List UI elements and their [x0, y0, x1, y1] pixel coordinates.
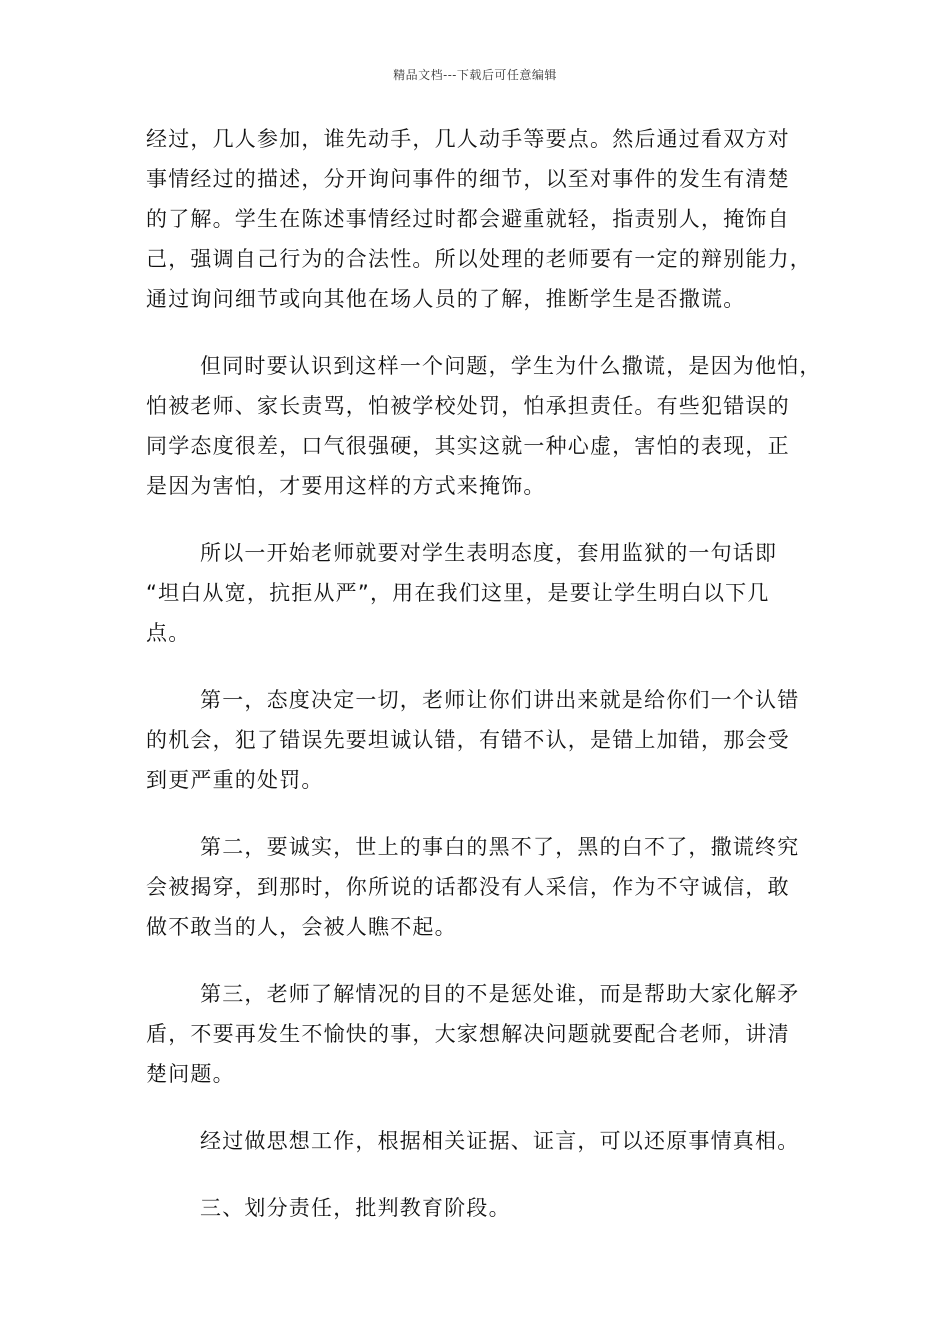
text-line: “坦白从宽，抗拒从严”，用在我们这里，是要让学生明白以下几	[146, 581, 770, 605]
text-line: 经过，几人参加，谁先动手，几人动手等要点。然后通过看双方对	[146, 127, 790, 151]
paragraph-spacer	[146, 319, 818, 346]
text-line: 盾，不要再发生不愉快的事，大家想解决问题就要配合老师，讲清	[146, 1022, 790, 1046]
text-line: 到更严重的处罚。	[146, 768, 324, 792]
paragraph	[146, 119, 818, 319]
document-body	[146, 119, 822, 1228]
text-line: 第二，要诚实，世上的事白的黑不了，黑的白不了，撒谎终究	[200, 835, 800, 859]
paragraph-spacer	[146, 800, 818, 827]
paragraph	[146, 1121, 818, 1161]
paragraph	[146, 974, 818, 1094]
paragraph	[146, 533, 818, 653]
text-line: 的机会，犯了错误先要坦诚认错，有错不认，是错上加错，那会受	[146, 728, 790, 752]
text-line: 是因为害怕，才要用这样的方式来掩饰。	[146, 474, 546, 498]
text-line: 己，强调自己行为的合法性。所以处理的老师要有一定的辩别能力，	[146, 247, 812, 271]
page-header: 精品文档---下载后可任意编辑	[393, 68, 557, 82]
text-line: 第三，老师了解情况的目的不是惩处谁，而是帮助大家化解矛	[200, 982, 800, 1006]
paragraph-spacer	[146, 1094, 818, 1121]
text-line: 事情经过的描述，分开询问事件的细节，以至对事件的发生有清楚	[146, 167, 790, 191]
text-line: 三、划分责任，批判教育阶段。	[200, 1196, 511, 1220]
text-line: 但同时要认识到这样一个问题，学生为什么撒谎，是因为他怕，	[200, 354, 822, 378]
paragraph-spacer	[146, 1161, 818, 1188]
paragraph	[146, 346, 822, 506]
text-line: 怕被老师、家长责骂，怕被学校处罚，怕承担责任。有些犯错误的	[146, 394, 790, 418]
text-line: 同学态度很差，口气很强硬，其实这就一种心虚，害怕的表现，正	[146, 434, 790, 458]
text-line: 做不敢当的人，会被人瞧不起。	[146, 915, 457, 939]
text-line: 会被揭穿，到那时，你所说的话都没有人采信，作为不守诚信，敢	[146, 875, 790, 899]
text-line: 的了解。学生在陈述事情经过时都会避重就轻，指责别人，掩饰自	[146, 207, 790, 231]
text-line: 第一，态度决定一切，老师让你们讲出来就是给你们一个认错	[200, 688, 800, 712]
paragraph	[146, 827, 818, 947]
text-line: 经过做思想工作，根据相关证据、证言，可以还原事情真相。	[200, 1129, 800, 1153]
text-line: 所以一开始老师就要对学生表明态度，套用监狱的一句话即	[200, 541, 778, 565]
paragraph	[146, 680, 818, 800]
paragraph-spacer	[146, 506, 818, 533]
paragraph-spacer	[146, 947, 818, 974]
paragraph-spacer	[146, 653, 818, 680]
text-line: 楚问题。	[146, 1062, 235, 1086]
section-heading	[146, 1188, 818, 1228]
text-line: 通过询问细节或向其他在场人员的了解，推断学生是否撒谎。	[146, 287, 746, 311]
text-line: 点。	[146, 621, 191, 645]
